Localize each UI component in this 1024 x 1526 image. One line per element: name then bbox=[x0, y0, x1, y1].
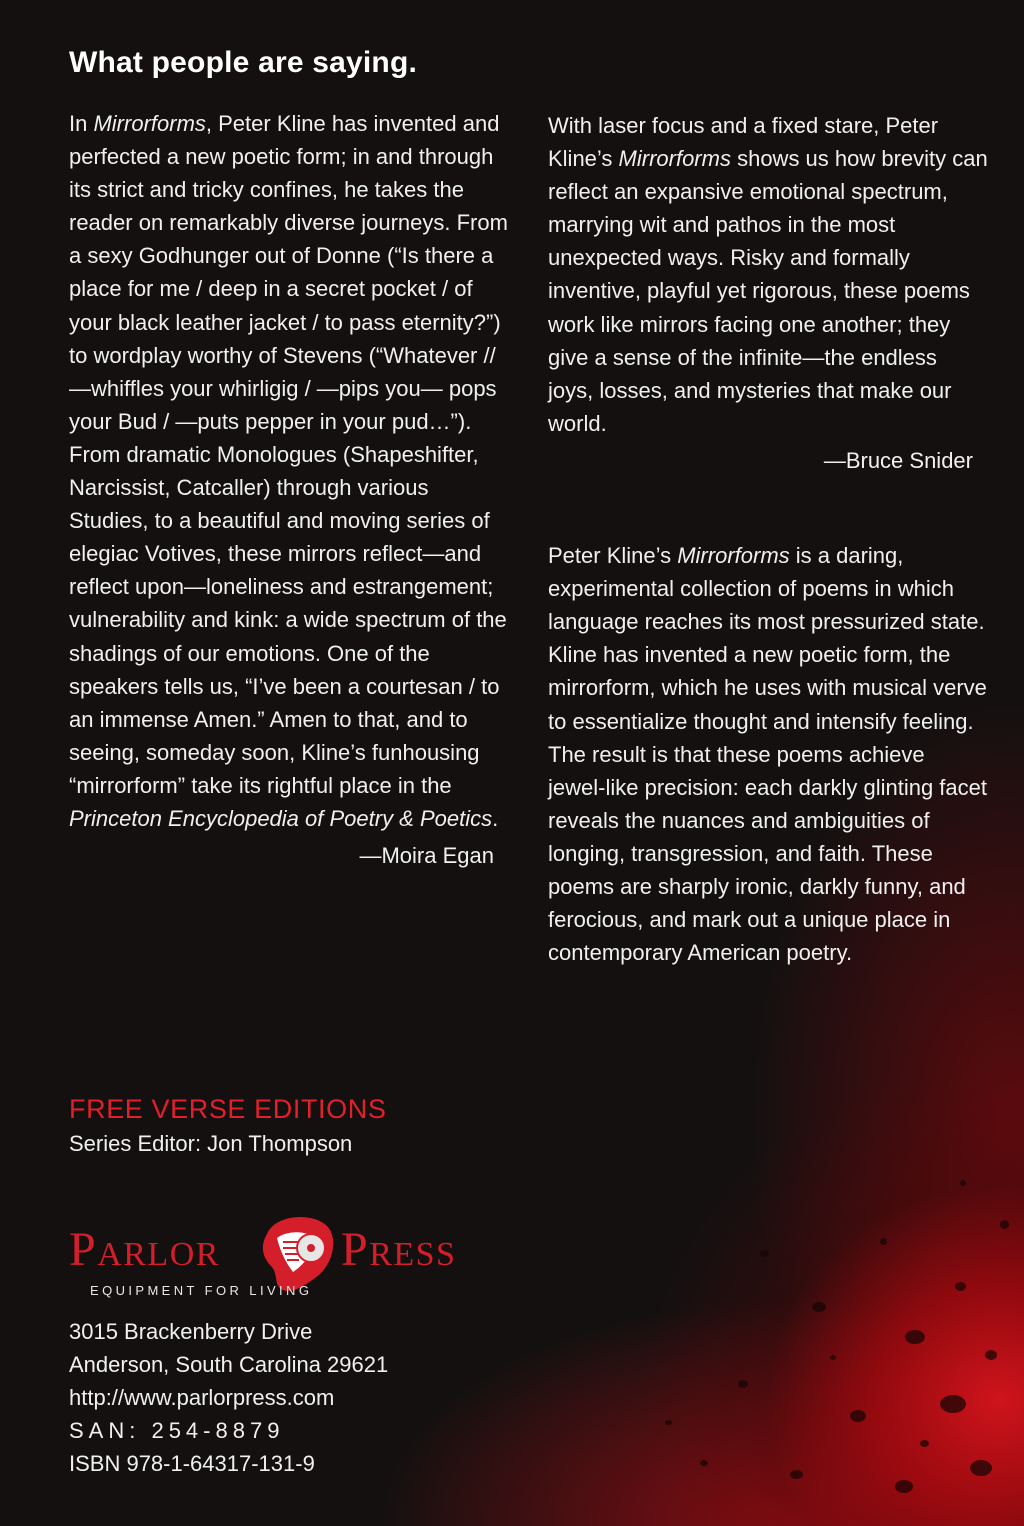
series-editor: Series Editor: Jon Thompson bbox=[69, 1131, 353, 1156]
publisher-url[interactable]: http://www.parlorpress.com bbox=[69, 1385, 335, 1411]
blurb-right-1-text-part: With laser focus and a fixed stare, Peter Kline’s bbox=[548, 113, 939, 172]
blurb-right bbox=[548, 109, 988, 969]
blurb-right-2-text-part: is a daring, experimental collection of poems in which language reaches its most pressurized state. Kline has invented a new poetic form, the mirrorform, which he uses with musical verve to essentialize thought and intensify feeling. The result is that these poems achieve jewel-like precision: each darkly glinting facet reveals the nuances and ambiguities of longing, transgression, and faith. These poems are sharply ironic, darkly funny, and ferocious, and mark out a unique place in contemporary American poetry. bbox=[548, 543, 987, 966]
reference-title: Princeton Encyclopedia of Poetry & Poetics bbox=[69, 805, 493, 831]
book-title: Mirrorforms bbox=[677, 543, 790, 569]
blurb-left bbox=[69, 107, 509, 872]
blurb-right-2-text bbox=[548, 539, 988, 969]
blurb-spacer bbox=[548, 477, 988, 539]
series-name: FREE VERSE EDITIONS bbox=[69, 1094, 387, 1124]
publisher-logo bbox=[69, 1208, 489, 1304]
logo-word-left: Parlor bbox=[69, 1223, 220, 1276]
logo-tagline: EQUIPMENT FOR LIVING bbox=[90, 1283, 313, 1298]
blurb-left-text bbox=[69, 107, 509, 835]
blurb-left-text-part: , Peter Kline has invented and perfected a new poetic form; in and through its strict and tricky confines, he takes the reader on remarkably diverse journeys. From a sexy Godhunger out of Donne (“Is there a place for me / deep in a secret pocket / of your black leather jacket / to pass eternity?”) to wordplay worthy of Stevens (“Whatever // —whiffles your whirligig / —pips you— pops your Bud / —puts pepper in your pud…”). From dramatic Monologues (Shapeshifter, Narcissist, Catcaller) through various Studies, to a beautiful and moving series of elegiac Votives, these mirrors reflect—and reflect upon—loneliness and estrangement; vulnerability and kink: a wide spectrum of the shadings of our emotions. One of the speakers tells us, “I’ve been a courtesan / to an immense Amen.” Amen to that, and to seeing, someday soon, Kline’s funhousing “mirrorform” take its rightful place in the bbox=[69, 111, 508, 798]
publisher-isbn: ISBN 978-1-64317-131-9 bbox=[69, 1451, 315, 1477]
book-title: Mirrorforms bbox=[93, 111, 206, 136]
address-city: Anderson, South Carolina 29621 bbox=[69, 1352, 389, 1378]
page-heading: What people are saying. bbox=[69, 46, 418, 79]
address-street: 3015 Brackenberry Drive bbox=[69, 1319, 313, 1344]
publisher-address bbox=[69, 1315, 388, 1480]
book-title: Mirrorforms bbox=[618, 146, 731, 172]
blurb-right-2-text-part: Peter Kline’s bbox=[548, 543, 678, 569]
blurb-right-1-attribution: —Bruce Snider bbox=[823, 447, 973, 473]
blurb-left-text-part: In bbox=[69, 111, 94, 136]
blurb-left-text-part: . bbox=[492, 805, 499, 831]
blurb-right-1-text bbox=[548, 109, 988, 440]
logo-word-right: Press bbox=[341, 1223, 457, 1276]
blurb-left-attribution: —Moira Egan bbox=[359, 843, 494, 869]
publisher-san: SAN: 254-8879 bbox=[69, 1418, 285, 1444]
blurb-right-1-text-part: shows us how brevity can reflect an expansive emotional spectrum, marrying wit and pathos in the most unexpected ways. Risky and formally inventive, playful yet rigorous, these poems work like mirrors facing one another; they give a sense of the infinite—the endless joys, losses, and mysteries that make our world. bbox=[548, 146, 988, 436]
